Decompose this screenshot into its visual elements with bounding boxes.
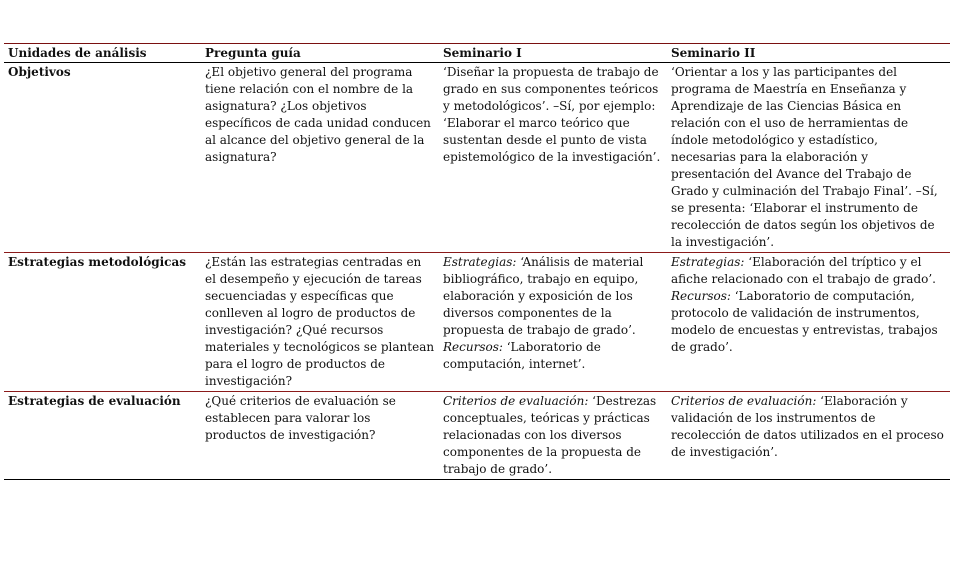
resources-text: ‘Laboratorio de computación, internet’. xyxy=(443,340,601,371)
seminar-1-cell xyxy=(439,253,667,392)
strategies-label: Estrategias: xyxy=(671,255,745,269)
seminar-2-cell xyxy=(667,253,950,392)
resources-text: ‘Laboratorio de computación, protocolo de validación de instrumentos, modelo de encuestas y entrevistas, trabajos de grado’. xyxy=(671,289,938,354)
criteria-label: Criterios de evaluación: xyxy=(671,394,817,408)
seminar-1-cell: ‘Diseñar la propuesta de trabajo de grado en sus componentes teóricos y metodológicos’. –Sí, por ejemplo: ‘Elaborar el marco teórico que sustentan desde el punto de vista epistemológico de la investigación’. xyxy=(443,65,661,164)
table-row xyxy=(4,63,950,253)
table-row xyxy=(4,392,950,480)
resources-label: Recursos: xyxy=(671,289,731,303)
question-cell: ¿Están las estrategias centradas en el desempeño y ejecución de tareas secuenciadas y específicas que conlleven al logro de productos de investigación? ¿Qué recursos materiales y tecnológicos se plantean para el logro de productos de investigación? xyxy=(205,255,435,388)
seminar-1-cell xyxy=(439,392,667,480)
strategies-text: ‘Elaboración del tríptico y el afiche relacionado con el trabajo de grado’. xyxy=(671,255,936,286)
table-header-row xyxy=(4,44,950,63)
question-cell: ¿Qué criterios de evaluación se establecen para valorar los productos de investigación? xyxy=(205,394,396,442)
header-units: Unidades de análisis xyxy=(8,46,147,60)
strategies-label: Estrategias: xyxy=(443,255,517,269)
criteria-text: ‘Destrezas conceptuales, teóricas y prácticas relacionadas con los diversos componentes de la propuesta de trabajo de grado’. xyxy=(443,394,657,476)
criteria-label: Criterios de evaluación: xyxy=(443,394,589,408)
table-row xyxy=(4,253,950,392)
question-cell: ¿El objetivo general del programa tiene relación con el nombre de la asignatura? ¿Los objetivos específicos de cada unidad conducen al alcance del objetivo general de la asignatura? xyxy=(205,65,431,164)
unit-cell: Estrategias metodológicas xyxy=(8,255,187,269)
analysis-table xyxy=(4,43,950,480)
strategies-text: ‘Análisis de material bibliográfico, trabajo en equipo, elaboración y exposición de los diversos componentes de la propuesta de trabajo de grado’. xyxy=(443,255,644,337)
criteria-text: ‘Elaboración y validación de los instrumentos de recolección de datos utilizados en el proceso de investigación’. xyxy=(671,394,944,459)
resources-label: Recursos: xyxy=(443,340,503,354)
seminar-2-cell: ‘Orientar a los y las participantes del programa de Maestría en Enseñanza y Aprendizaje de las Ciencias Básica en relación con el uso de herramientas de índole metodológico y estadístico, necesarias para la elaboración y presentación del Avance del Trabajo de Grado y culminación del Trabajo Final’. –Sí, se presenta: ‘Elaborar el instrumento de recolección de datos según los objetivos de la investigación’. xyxy=(671,65,938,249)
header-seminar-2: Seminario II xyxy=(671,46,756,60)
unit-cell: Estrategias de evaluación xyxy=(8,394,181,408)
unit-cell: Objetivos xyxy=(8,65,71,79)
header-seminar-1: Seminario I xyxy=(443,46,522,60)
header-question: Pregunta guía xyxy=(205,46,301,60)
seminar-2-cell xyxy=(667,392,950,480)
